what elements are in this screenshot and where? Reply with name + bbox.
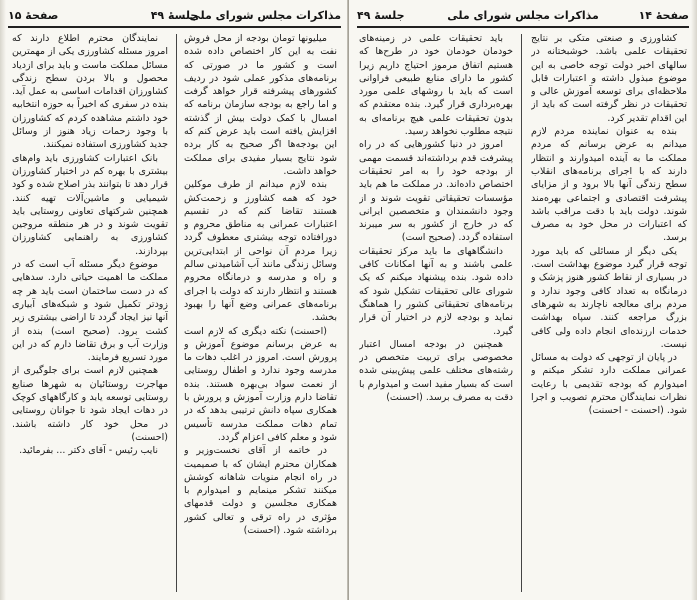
page-right: [349, 0, 697, 600]
paragraph: (احسنت) نکته دیگری که لازم است به عرض برسانم موضوع آموزش و پرورش است. امروز در اغلب دهات ما مدرسه وجود ندارد و اطفال روستایی از نعمت سواد بی‌بهره هستند. بنده تقاضا دارم وزارت آموزش و پرورش با همکاری سپاه دانش ترتیبی بدهد که در تمام دهات مملکت مدرسه تأسیس شود و معلم کافی اعزام گردد.: [184, 325, 337, 443]
column-divider: [521, 34, 522, 592]
header-page-number: صفحهٔ ۱۴: [638, 9, 689, 22]
paragraph: در پایان از توجهی که دولت به مسائل عمرانی مملکت دارد تشکر میکنم و امیدوارم که بودجه تقدیمی با رعایت نظرات نمایندگان محترم تصویب و اجرا شود. (احسنت - احسنت): [531, 352, 687, 417]
paragraph: دانشگاههای ما باید مرکز تحقیقات علمی باشند و به آنها امکانات کافی داده شود. بنده پیشنهاد میکنم که یک شورای عالی تحقیقات تشکیل شود که برنامه‌های تحقیقاتی کشور را هماهنگ نماید و بودجه لازم در اختیار آن قرار گیرد.: [359, 245, 513, 337]
text-column-left: [12, 32, 168, 594]
paragraph: یکی دیگر از مسائلی که باید مورد توجه قرار گیرد موضوع بهداشت است. در بسیاری از نقاط کشور هنوز پزشک و درمانگاه به تعداد کافی وجود ندارد و مردم برای معالجه ناچارند به شهرهای بزرگ مراجعه کنند. سپاه بهداشت خدمات ارزنده‌ای انجام داده ولی کافی نیست.: [531, 245, 687, 350]
header-title-text: مذاکرات مجلس شورای ملی: [189, 9, 341, 22]
text-column-right: [184, 32, 337, 594]
page-header-right: [357, 6, 689, 28]
page-header-left: [8, 6, 341, 28]
paragraph: بنده به عنوان نماینده مردم لازم میدانم به عرض برسانم که مردم مملکت ما به آینده امیدوارند و انتظار دارند که با اجرای برنامه‌های انقلاب سطح زندگی آنها بالا برود و از مزایای پیشرفت اقتصادی و اجتماعی بهره‌مند شوند. دولت باید با دقت مراقب باشد که اعتبارات در محل خود به مصرف برسد.: [531, 126, 687, 244]
paragraph: باید تحقیقات علمی در زمینه‌های خودمان خودمان خود در طرح‌ها که هستیم اتفاق مرموز احتیاج داریم زیرا کشور ما دارای منابع طبیعی فراوانی است که باید با روشهای علمی مورد بهره‌برداری قرار گیرد. بنده معتقدم که بدون تحقیقات علمی هیچ برنامه‌ای به نتیجه مطلوب نخواهد رسید.: [359, 33, 513, 138]
text-column-right: [531, 32, 687, 594]
header-session: جلسهٔ ۴۹: [357, 9, 405, 22]
paragraph: همچنین لازم است برای جلوگیری از مهاجرت روستائیان به شهرها صنایع روستایی توسعه یابد و کارگاههای کوچک در دهات ایجاد شود تا جوانان روستایی در محل خود کار داشته باشند. (احسنت): [12, 365, 168, 443]
header-session: جلسهٔ ۴۹: [150, 9, 199, 22]
paragraph: موضوع دیگر مسئله آب است که در مملکت ما اهمیت حیاتی دارد. سدهایی که در دست ساختمان است باید هر چه زودتر تکمیل شود و شبکه‌های آبیاری آنها نیز ایجاد گردد تا اراضی بیشتری زیر کشت برود. (صحیح است) بنده از وزارت آب و برق تقاضا دارم که در این مورد تسریع فرمایند.: [12, 259, 168, 364]
paragraph: همچنین در بودجه امسال اعتبار مخصوصی برای تربیت متخصص در رشته‌های مختلف علمی پیش‌بینی شده است که بسیار مفید است و امیدوارم با دقت به مصرف برسد. (احسنت): [359, 338, 513, 404]
paragraph: امروز در دنیا کشورهایی که در راه پیشرفت قدم برداشته‌اند قسمت مهمی از بودجه خود را به امر تحقیقات اختصاص داده‌اند. در مملکت ما هم باید مؤسسات تحقیقاتی تقویت شوند و از وجود دانشمندان و متخصصین ایرانی که در خارج از کشور به سر میبرند استفاده گردد. (صحیح است): [359, 139, 513, 244]
paragraph: میلیونها تومان بودجه از محل فروش نفت به این کار اختصاص داده شده است و کشور ما در صورتی که برنامه‌های مذکور عملی شود در ردیف کشورهای پیشرفته قرار خواهد گرفت و اما راجع به بودجه سازمان برنامه که امسال با کمک دولت بیش از گذشته افزایش یافته است باید عرض کنم که این بودجه‌ها اگر صحیح به کار برده شود نتایج بسیار مفیدی برای مملکت خواهد داشت.: [184, 33, 337, 177]
paragraph: بانک اعتبارات کشاورزی باید وام‌های بیشتری با بهره کم در اختیار کشاورزان قرار دهد تا بتوانند بذر اصلاح شده و کود شیمیایی و ماشین‌آلات تهیه کنند. همچنین شرکتهای تعاونی روستایی باید تقویت شوند و در هر منطقه مروجین کشاورزی به راهنمایی کشاورزان بپردازند.: [12, 152, 168, 257]
paragraph: نایب رئیس - آقای دکتر ... بفرمائید.: [19, 445, 158, 457]
header-page-number: صفحهٔ ۱۵: [8, 9, 59, 22]
header-title: مذاکرات مجلس شورای ملی: [447, 9, 599, 22]
column-divider: [176, 34, 177, 592]
paragraph: نمایندگان محترم اطلاع دارند که امروز مسئله کشاورزی یکی از مهمترین مسائل مملکت ماست و باید برای ازدیاد محصول و بالا بردن سطح زندگی کشاورزان اقدامات اساسی به عمل آید. بنده در سفری که اخیراً به حوزه انتخابیه خود داشتم مشاهده کردم که کشاورزان با وجود زحمات زیاد هنوز از وسائل جدید کشاورزی استفاده نمیکنند.: [12, 33, 168, 151]
scan-edge-right: [691, 0, 697, 600]
paragraph: بنده لازم میدانم از طرف موکلین خود که همه کشاورز و زحمت‌کش هستند تقاضا کنم که در تقسیم اعتبارات عمرانی به مناطق محروم و دورافتاده توجه بیشتری معطوف گردد زیرا مردم آن نواحی از ابتدایی‌ترین وسائل زندگی مانند آب آشامیدنی سالم و راه و مدرسه و درمانگاه محروم هستند و انتظار دارند که دولت با اجرای برنامه‌های عمرانی وضع آنها را بهبود بخشد.: [184, 179, 337, 324]
scan-edge-left: [0, 0, 6, 600]
paragraph: کشاورزی و صنعتی متکی بر نتایج تحقیقات علمی باشد. خوشبختانه در سالهای اخیر دولت توجه خاصی به این موضوع مبذول داشته و اعتبارات قابل ملاحظه‌ای برای توسعه آموزش عالی و تحقیقات در نظر گرفته است که باید از این اقدام تقدیر کرد.: [531, 33, 687, 124]
paragraph: در خاتمه از آقای نخست‌وزیر و همکاران محترم ایشان که با صمیمیت در راه انجام منویات شاهانه کوشش میکنند تشکر مینمایم و امیدوارم با همکاری مجلسین و دولت قدمهای مؤثری در راه ترقی و تعالی کشور برداشته شود. (احسنت): [184, 445, 337, 536]
text-column-left: [359, 32, 513, 594]
